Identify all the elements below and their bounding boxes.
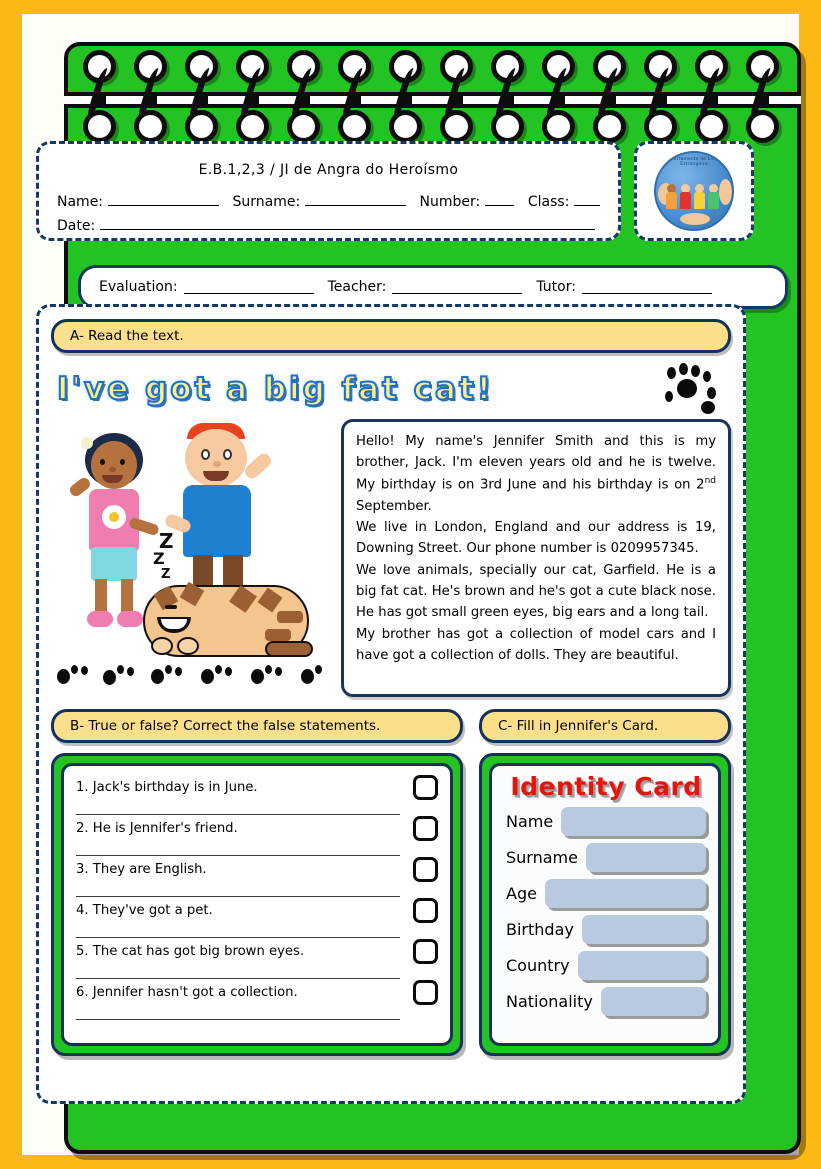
spiral-hole xyxy=(746,110,779,143)
spiral-segment xyxy=(553,92,565,108)
true-false-list xyxy=(61,763,453,1046)
spiral-hole xyxy=(440,110,473,143)
spiral-segment xyxy=(145,92,157,108)
globe-logo-icon xyxy=(654,151,734,231)
statement-line xyxy=(76,774,438,801)
surname-input[interactable] xyxy=(305,192,406,206)
main-content-panel xyxy=(36,304,746,1104)
exercise-row xyxy=(51,753,731,1056)
statement-checkbox[interactable] xyxy=(413,980,438,1005)
identity-card-field xyxy=(506,987,706,1016)
spiral-hole xyxy=(287,110,320,143)
spiral-hole xyxy=(338,110,371,143)
statement-checkbox[interactable] xyxy=(413,857,438,882)
tutor-input[interactable] xyxy=(582,280,712,294)
identity-card-title: Identity Card xyxy=(510,772,702,801)
identity-card-label: Age xyxy=(506,884,537,903)
instruction-bar-c xyxy=(479,709,731,743)
spiral-hole xyxy=(491,110,524,143)
correction-input[interactable] xyxy=(76,801,400,815)
statement-text: 6. Jennifer hasn't got a collection. xyxy=(76,985,298,1000)
statement-text: 3. They are English. xyxy=(76,862,207,877)
number-input[interactable] xyxy=(485,192,514,206)
correction-input[interactable] xyxy=(76,965,400,979)
statement-text: 5. The cat has got big brown eyes. xyxy=(76,944,305,959)
passage-paragraph-3: We love animals, specially our cat, Garfield. He is a big fat cat. He's brown and he's got a cute black nose. He has got small green eyes, big ears and a long tail. xyxy=(356,562,716,621)
identity-card-label: Birthday xyxy=(506,920,574,939)
spiral-binding xyxy=(64,42,801,150)
spiral-segment xyxy=(757,92,769,108)
true-false-item xyxy=(76,897,438,938)
spiral-segment xyxy=(196,92,208,108)
sleep-z-icon: Z xyxy=(159,529,174,553)
class-input[interactable] xyxy=(574,192,600,206)
true-false-item xyxy=(76,856,438,897)
student-info-box xyxy=(36,141,621,241)
correction-input[interactable] xyxy=(76,924,400,938)
statement-checkbox[interactable] xyxy=(413,939,438,964)
sleep-z-icon: Z xyxy=(161,567,171,582)
spiral-hole xyxy=(185,110,218,143)
spiral-segment xyxy=(706,92,718,108)
title-art-text: I've got a big fat cat! xyxy=(57,371,494,407)
identity-card-field xyxy=(506,951,706,980)
evaluation-label: Evaluation: xyxy=(99,279,178,295)
instruction-bar-a xyxy=(51,319,731,353)
surname-label: Surname: xyxy=(232,194,301,210)
instruction-a-text: A- Read the text. xyxy=(70,328,184,344)
identity-card-field xyxy=(506,807,706,836)
identity-card-input[interactable] xyxy=(578,951,706,980)
passage-paragraph-4: My brother has got a collection of model cars and I have got a collection of dolls. They are beautiful. xyxy=(356,626,716,664)
reading-passage xyxy=(341,419,731,697)
passage-paragraph-1: Hello! My name's Jennifer Smith and this is my brother, Jack. I'm eleven years old and he is twelve. My birthday is on 3rd June and his birthday is on 2nd September. xyxy=(356,434,716,514)
identity-card-input[interactable] xyxy=(561,807,706,836)
logo-caption: Departamento de Língua Estrangeira xyxy=(664,157,724,167)
statement-line xyxy=(76,856,438,883)
instruction-b-text: B- True or false? Correct the false statements. xyxy=(70,718,381,734)
decorative-title xyxy=(51,363,731,415)
spiral-hole xyxy=(83,110,116,143)
statement-text: 1. Jack's birthday is in June. xyxy=(76,780,258,795)
statement-text: 2. He is Jennifer's friend. xyxy=(76,821,238,836)
identity-card-input[interactable] xyxy=(582,915,706,944)
statement-checkbox[interactable] xyxy=(413,816,438,841)
paw-print-row-icon xyxy=(55,663,335,697)
spiral-segment xyxy=(298,92,310,108)
correction-input[interactable] xyxy=(76,883,400,897)
spiral-hole xyxy=(593,110,626,143)
spiral-hole xyxy=(236,110,269,143)
spiral-segment xyxy=(349,92,361,108)
evaluation-input[interactable] xyxy=(184,280,314,294)
page-frame xyxy=(22,14,799,1155)
identity-card-input[interactable] xyxy=(545,879,706,908)
identity-card-label: Country xyxy=(506,956,570,975)
name-label: Name: xyxy=(57,194,104,210)
school-logo-box xyxy=(634,141,754,241)
instruction-row-bc xyxy=(51,709,731,743)
correction-input[interactable] xyxy=(76,842,400,856)
teacher-label: Teacher: xyxy=(327,279,387,295)
class-label: Class: xyxy=(527,194,570,210)
spiral-segment xyxy=(502,92,514,108)
spiral-hole xyxy=(644,110,677,143)
identity-card-label: Name xyxy=(506,812,554,831)
identity-card-field xyxy=(506,915,706,944)
spiral-hole xyxy=(134,110,167,143)
spiral-segment xyxy=(604,92,616,108)
spiral-hole xyxy=(542,110,575,143)
spiral-segment xyxy=(247,92,259,108)
tutor-label: Tutor: xyxy=(536,279,576,295)
school-name: E.B.1,2,3 / JI de Angra do Heroísmo xyxy=(198,162,459,178)
name-input[interactable] xyxy=(108,192,219,206)
passage-paragraph-2: We live in London, England and our address is 19, Downing Street. Our phone number is 0209957345. xyxy=(356,519,716,557)
statement-checkbox[interactable] xyxy=(413,775,438,800)
identity-card-field xyxy=(506,879,706,908)
spiral-hole xyxy=(695,110,728,143)
statement-text: 4. They've got a pet. xyxy=(76,903,213,918)
paw-print-cluster-icon xyxy=(663,361,729,415)
cat-character-icon xyxy=(137,575,315,667)
true-false-panel xyxy=(51,753,463,1056)
number-label: Number: xyxy=(419,194,481,210)
identity-card-input[interactable] xyxy=(601,987,706,1016)
date-label: Date: xyxy=(57,218,96,234)
sleep-z-icon: Z xyxy=(153,549,165,568)
spiral-segment xyxy=(451,92,463,108)
true-false-item xyxy=(76,815,438,856)
identity-card-label: Nationality xyxy=(506,992,593,1011)
true-false-item xyxy=(76,774,438,815)
spiral-hole xyxy=(389,110,422,143)
correction-input[interactable] xyxy=(76,1006,400,1020)
evaluation-strip xyxy=(78,265,788,309)
spiral-segment xyxy=(94,92,106,108)
date-row xyxy=(57,216,600,234)
name-row xyxy=(57,192,600,210)
identity-card-field xyxy=(506,843,706,872)
identity-card-label: Surname xyxy=(506,848,578,867)
instruction-c-text: C- Fill in Jennifer's Card. xyxy=(498,718,659,734)
date-input[interactable] xyxy=(100,216,595,230)
illustration xyxy=(51,419,337,697)
statement-line xyxy=(76,938,438,965)
true-false-item xyxy=(76,979,438,1020)
identity-card-input[interactable] xyxy=(586,843,706,872)
teacher-input[interactable] xyxy=(392,280,522,294)
true-false-item xyxy=(76,938,438,979)
spiral-segment xyxy=(400,92,412,108)
reading-row xyxy=(51,419,731,697)
identity-card xyxy=(489,763,721,1046)
statement-line xyxy=(76,897,438,924)
spiral-segment xyxy=(655,92,667,108)
instruction-bar-b xyxy=(51,709,463,743)
statement-checkbox[interactable] xyxy=(413,898,438,923)
identity-card-panel xyxy=(479,753,731,1056)
statement-line xyxy=(76,979,438,1006)
statement-line xyxy=(76,815,438,842)
